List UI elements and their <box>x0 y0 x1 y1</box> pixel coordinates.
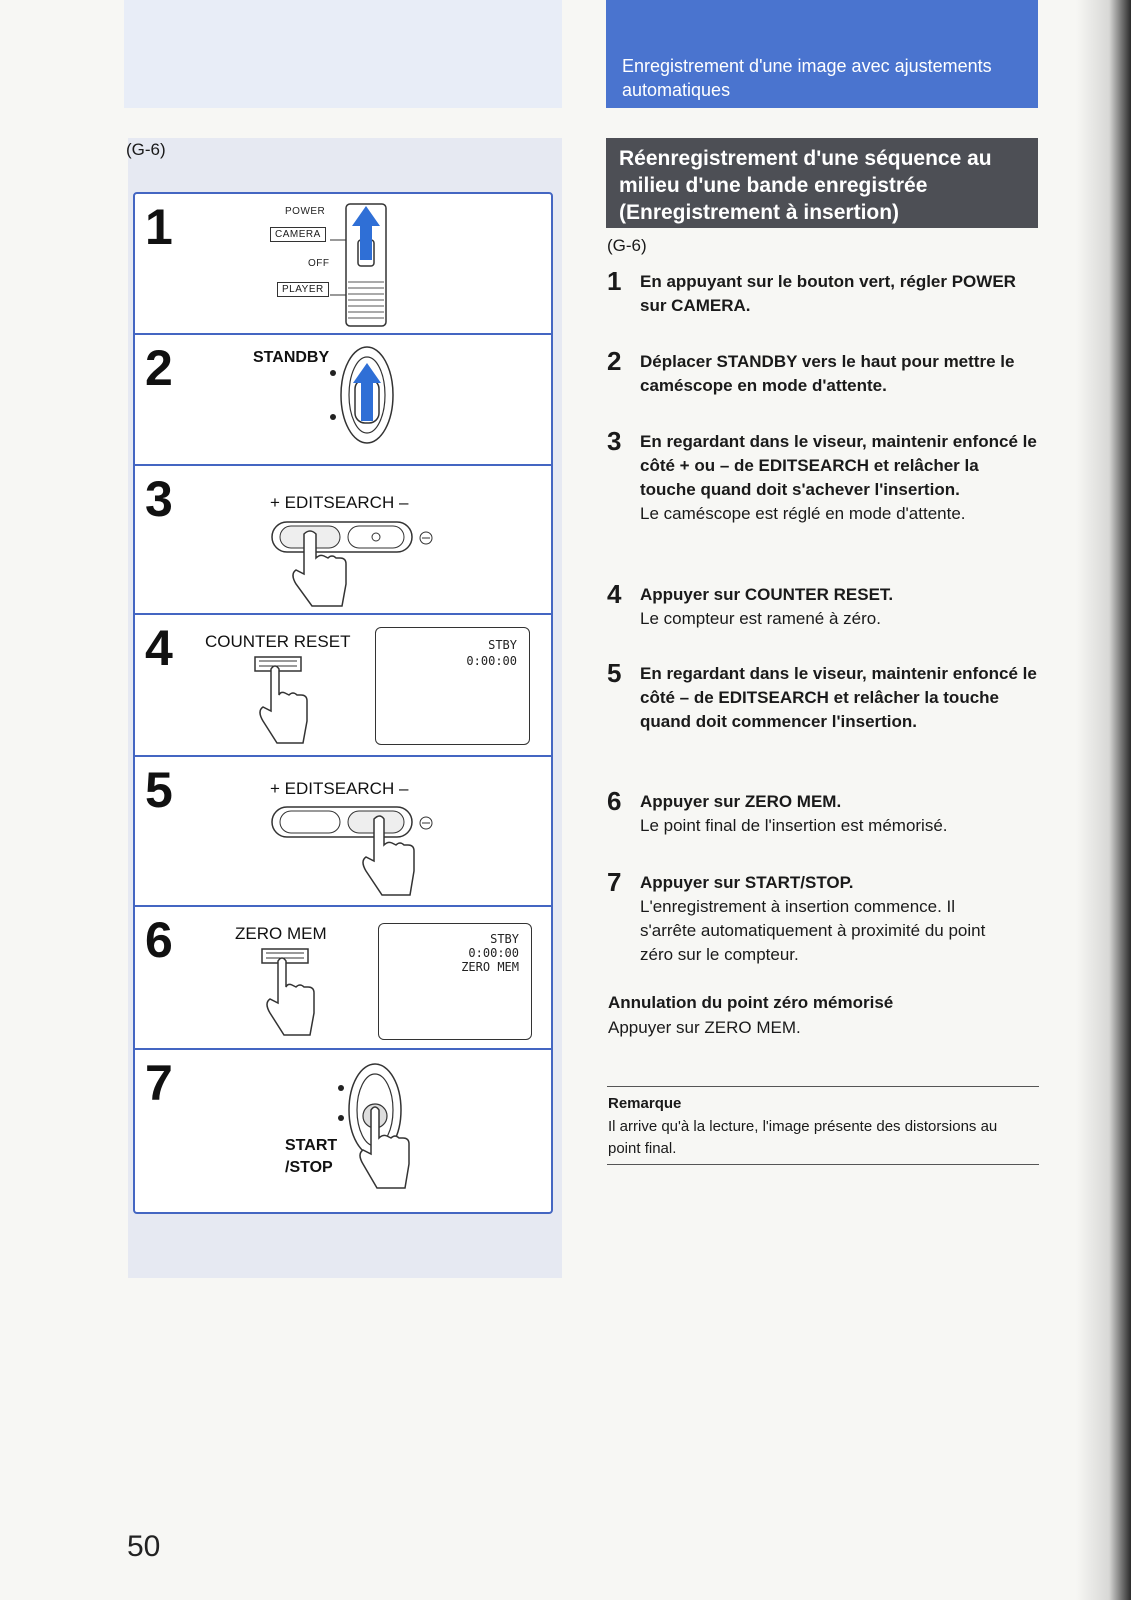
power-switch-icon <box>330 200 400 330</box>
step-diagram-frame <box>133 192 553 1214</box>
instruction-note: Le point final de l'insertion est mémorisé. <box>640 816 948 835</box>
instruction-note: L'enregistrement à insertion commence. Il s'arrête automatiquement à proximité du point zéro sur le compteur. <box>640 897 986 964</box>
remark-bottom-rule <box>607 1164 1039 1165</box>
viewfinder-display <box>378 923 532 1040</box>
instruction-note: Le compteur est ramené à zéro. <box>640 609 881 628</box>
standby-switch-icon <box>325 345 405 460</box>
instruction-2 <box>607 346 1039 398</box>
viewfinder-zero-mem: ZERO MEM <box>461 960 519 974</box>
diagram-step-2 <box>135 335 551 466</box>
instruction-note: Le caméscope est réglé en mode d'attente. <box>640 504 966 523</box>
instruction-text: Appuyer sur ZERO MEM. <box>640 792 842 811</box>
instruction-number: 7 <box>607 867 622 897</box>
counter-reset-hand-icon <box>253 655 313 750</box>
instruction-text: Appuyer sur START/STOP. <box>640 873 854 892</box>
page-edge-shadow <box>1076 0 1131 1600</box>
viewfinder-stby: STBY <box>488 638 517 652</box>
instruction-1 <box>607 266 1039 318</box>
page-number: 50 <box>127 1530 161 1563</box>
zero-mem-hand-icon <box>260 947 320 1042</box>
step-number: 1 <box>145 199 173 255</box>
step-number: 6 <box>145 912 173 968</box>
instruction-3 <box>607 426 1039 526</box>
diagram-step-5 <box>135 757 551 907</box>
viewfinder-display <box>375 627 530 745</box>
diagram-step-4 <box>135 615 551 757</box>
instruction-number: 2 <box>607 346 622 376</box>
diagram-step-6 <box>135 907 551 1050</box>
player-label: PLAYER <box>277 282 329 297</box>
start-label: START <box>285 1137 338 1154</box>
power-label: POWER <box>285 206 326 217</box>
editsearch-label: + EDITSEARCH – <box>270 493 409 512</box>
subsection-title: Réenregistrement d'une séquence au milieu d'une bande enregistrée (Enregistrement à insertion) <box>619 147 992 224</box>
annulation-title: Annulation du point zéro mémorisé <box>608 993 894 1012</box>
step-number: 2 <box>145 340 173 396</box>
instruction-4 <box>607 579 1039 631</box>
left-figure-reference: (G-6) <box>126 140 166 159</box>
instruction-text: En regardant dans le viseur, maintenir enfoncé le côté – de EDITSEARCH et relâcher la touche quand doit commencer l'insertion. <box>640 664 1037 731</box>
instruction-text: Déplacer STANDBY vers le haut pour mettre le caméscope en mode d'attente. <box>640 352 1015 395</box>
remark-title: Remarque <box>608 1095 682 1112</box>
viewfinder-counter: 0:00:00 <box>466 654 517 668</box>
start-stop-button-hand-icon <box>333 1060 423 1205</box>
counter-reset-label: COUNTER RESET <box>205 632 351 651</box>
instruction-number: 5 <box>607 658 622 688</box>
instruction-text: En appuyant sur le bouton vert, régler POWER sur CAMERA. <box>640 272 1016 315</box>
instruction-number: 1 <box>607 266 622 296</box>
zero-mem-label: ZERO MEM <box>235 924 327 943</box>
editsearch-minus-hand-icon <box>270 799 440 904</box>
editsearch-button-hand-icon <box>270 514 440 614</box>
off-label: OFF <box>308 258 330 269</box>
step-number: 4 <box>145 620 173 676</box>
viewfinder-stby: STBY <box>490 932 519 946</box>
instruction-number: 3 <box>607 426 622 456</box>
instruction-number: 6 <box>607 786 622 816</box>
standby-label: STANDBY <box>253 349 330 366</box>
camera-label: CAMERA <box>270 227 326 242</box>
instruction-text: Appuyer sur COUNTER RESET. <box>640 585 894 604</box>
instruction-text: En regardant dans le viseur, maintenir enfoncé le côté + ou – de EDITSEARCH et relâcher la touche quand doit s'achever l'insertion. <box>640 432 1037 499</box>
viewfinder-counter: 0:00:00 <box>468 946 519 960</box>
diagram-step-1 <box>135 194 551 335</box>
diagram-step-3 <box>135 466 551 615</box>
instruction-7 <box>607 867 1039 967</box>
step-number: 3 <box>145 471 173 527</box>
stop-label: /STOP <box>285 1159 333 1176</box>
left-header-band <box>124 0 562 108</box>
section-header-title: Enregistrement d'une image avec ajustements automatiques <box>622 56 992 100</box>
instruction-5 <box>607 658 1039 734</box>
diagram-step-7 <box>135 1050 551 1212</box>
step-number: 7 <box>145 1055 173 1111</box>
step-number: 5 <box>145 762 173 818</box>
remark-top-rule <box>607 1086 1039 1087</box>
remark-text: Il arrive qu'à la lecture, l'image présente des distorsions au point final. <box>608 1118 998 1157</box>
instruction-number: 4 <box>607 579 622 609</box>
editsearch-label: + EDITSEARCH – <box>270 779 409 798</box>
annulation-text: Appuyer sur ZERO MEM. <box>608 1018 801 1037</box>
instruction-6 <box>607 786 1039 838</box>
right-figure-reference: (G-6) <box>607 236 647 255</box>
